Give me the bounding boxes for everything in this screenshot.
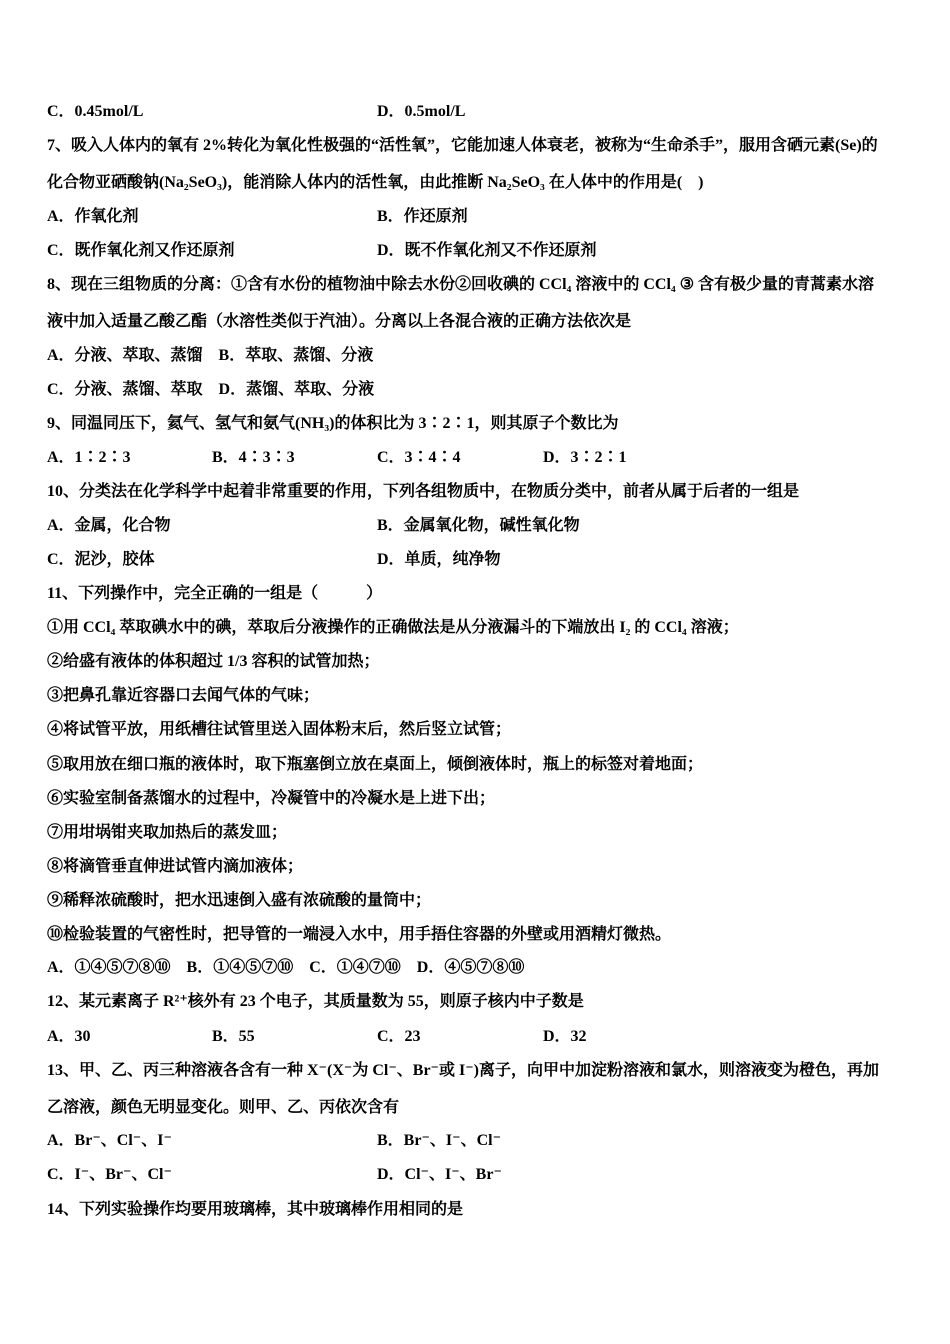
q11-item-5: ⑤取用放在细口瓶的液体时，取下瓶塞倒立放在桌面上，倾倒液体时，瓶上的标签对着地面； [47,756,704,773]
q13-option-c: C．I⁻、Br⁻、Cl⁻ [47,1166,172,1183]
q11-options: A．①④⑤⑦⑧⑩ B．①④⑤⑦⑩ C．①④⑦⑩ D．④⑤⑦⑧⑩ [47,959,525,976]
q11-item-7: ⑦用坩埚钳夹取加热后的蒸发皿； [47,824,288,841]
q10-option-d: D．单质，纯净物 [377,551,501,568]
q9-option-c: C．3∶4∶4 [377,449,461,466]
q13-option-b: B．Br⁻、I⁻、Cl⁻ [377,1132,502,1149]
q8-options-ab: A．分液、萃取、蒸馏 B．萃取、蒸馏、分液 [47,347,374,364]
q10-option-c: C．泥沙，胶体 [47,551,155,568]
q12-option-d: D．32 [543,1028,587,1045]
q11-item-10: ⑩检验装置的气密性时，把导管的一端浸入水中，用手捂住容器的外壁或用酒精灯微热。 [47,926,672,943]
q12-option-b: B．55 [212,1028,255,1045]
q12-option-c: C．23 [377,1028,421,1045]
q11-item-4: ④将试管平放，用纸槽往试管里送入固体粉末后，然后竖立试管； [47,721,512,738]
q11-item-9: ⑨稀释浓硫酸时，把水迅速倒入盛有浓硫酸的量筒中； [47,892,432,909]
q13-stem-1: 13、甲、乙、丙三种溶液各含有一种 X⁻(X⁻为 Cl⁻、Br⁻或 I⁻)离子，向甲中加淀粉溶液和氯水，则溶液变为橙色，再加 [47,1062,879,1079]
q8-stem-1: 8、现在三组物质的分离：①含有水份的植物油中除去水份②回收碘的 CCl₄ 溶液中的 CCl₄ ③ 含有极少量的青蒿素水溶 [47,276,875,293]
q10-option-a: A．金属，化合物 [47,517,171,534]
q11-item-8: ⑧将滴管垂直伸进试管内滴加液体； [47,858,304,875]
q7-stem-1: 7、吸入人体内的氧有 2%转化为氧化性极强的“活性氧”，它能加速人体衰老，被称为“生命杀手”，服用含硒元素(Se)的 [47,137,878,154]
q9-option-b: B．4∶3∶3 [212,449,295,466]
q12-option-a: A．30 [47,1028,91,1045]
q9-stem: 9、同温同压下，氦气、氢气和氨气(NH₃)的体积比为 3∶2∶1，则其原子个数比为 [47,415,619,432]
q11-item-3: ③把鼻孔靠近容器口去闻气体的气味； [47,687,320,704]
q10-stem: 10、分类法在化学科学中起着非常重要的作用，下列各组物质中，在物质分类中，前者从属于后者的一组是 [47,483,800,500]
q11-stem: 11、下列操作中，完全正确的一组是（ ） [47,585,383,602]
q8-options-cd: C．分液、蒸馏、萃取 D．蒸馏、萃取、分液 [47,381,375,398]
q7-option-b: B．作还原剂 [377,208,468,225]
q10-option-b: B．金属氧化物，碱性氧化物 [377,517,580,534]
q8-stem-2: 液中加入适量乙酸乙酯（水溶性类似于汽油）。分离以上各混合液的正确方法依次是 [47,313,632,330]
q9-option-a: A．1∶2∶3 [47,449,131,466]
q9-option-d: D．3∶2∶1 [543,449,627,466]
q12-stem: 12、某元素离子 R²⁺核外有 23 个电子，其质量数为 55，则原子核内中子数是 [47,993,584,1010]
q13-stem-2: 乙溶液，颜色无明显变化。则甲、乙、丙依次含有 [47,1099,400,1116]
q6-option-c: C．0.45mol/L [47,103,144,120]
q13-option-a: A．Br⁻、Cl⁻、I⁻ [47,1132,172,1149]
q6-option-d: D．0.5mol/L [377,103,466,120]
q7-option-a: A．作氧化剂 [47,208,139,225]
q7-option-c: C．既作氧化剂又作还原剂 [47,242,235,259]
q11-item-1: ①用 CCl₄ 萃取碘水中的碘，萃取后分液操作的正确做法是从分液漏斗的下端放出 I₂ 的 CCl₄ 溶液； [47,619,739,636]
q13-option-d: D．Cl⁻、I⁻、Br⁻ [377,1166,502,1183]
q7-stem-2: 化合物亚硒酸钠(Na₂SeO₃)，能消除人体内的活性氧，由此推断 Na₂SeO₃ 在人体中的作用是( ) [47,174,704,191]
q14-stem: 14、下列实验操作均要用玻璃棒，其中玻璃棒作用相同的是 [47,1201,464,1218]
q7-option-d: D．既不作氧化剂又不作还原剂 [377,242,597,259]
q11-item-2: ②给盛有液体的体积超过 1/3 容积的试管加热； [47,653,380,670]
q11-item-6: ⑥实验室制备蒸馏水的过程中，冷凝管中的冷凝水是上进下出； [47,790,496,807]
